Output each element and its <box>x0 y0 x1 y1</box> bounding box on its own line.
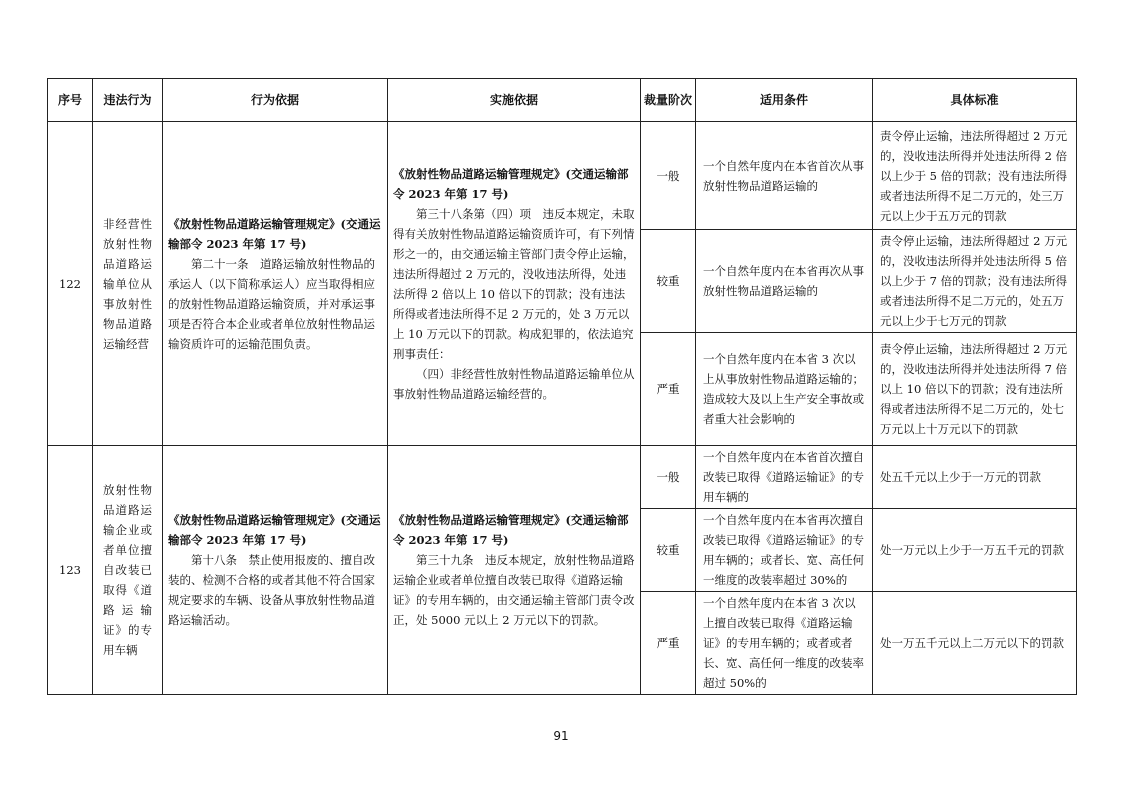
level-cell: 较重 <box>641 230 696 333</box>
level-cell: 较重 <box>641 509 696 592</box>
impl-regulation-title: 《放射性物品道路运输管理规定》(交通运输部令 2023 年第 17 号) <box>393 166 629 201</box>
basis-regulation-title: 《放射性物品道路运输管理规定》(交通运输部令 2023 年第 17 号) <box>168 513 381 547</box>
serial-number-cell: 122 <box>48 122 93 446</box>
standard-cell: 责令停止运输，违法所得超过 2 万元的，没收违法所得并处违法所得 2 倍以上少于 5 倍的罚款；没有违法所得或者违法所得不足二万元的，处三万元以上少于五万元的罚款 <box>873 122 1077 230</box>
penalty-standards-table <box>47 78 1077 695</box>
header-violation: 违法行为 <box>93 79 163 122</box>
condition-cell: 一个自然年度内在本省再次擅自改装已取得《道路运输证》的专用车辆的；或者长、宽、高任何一维度的改装率超过 30%的 <box>696 509 873 592</box>
standard-cell: 处一万元以上少于一万五千元的罚款 <box>873 509 1077 592</box>
implementation-basis-cell <box>388 122 641 446</box>
level-cell: 严重 <box>641 592 696 695</box>
header-implementation-basis: 实施依据 <box>388 79 641 122</box>
impl-article-item: （四）非经营性放射性物品道路运输单位从事放射性物品道路运输经营的。 <box>393 366 635 401</box>
standard-cell: 处五千元以上少于一万元的罚款 <box>873 446 1077 509</box>
header-discretion-level: 裁量阶次 <box>641 79 696 122</box>
behavior-basis-cell <box>163 122 388 446</box>
standard-cell: 责令停止运输，违法所得超过 2 万元的，没收违法所得并处违法所得 7 倍以上 10 倍以下的罚款；没有违法所得或者违法所得不足二万元的，处七万元以上十万元以下的罚款 <box>873 333 1077 446</box>
condition-cell: 一个自然年度内在本省首次擅自改装已取得《道路运输证》的专用车辆的 <box>696 446 873 509</box>
impl-article-text: 第三十八条第（四）项 违反本规定，未取得有关放射性物品道路运输资质许可，有下列情形之一的，由交通运输主管部门责令停止运输，违法所得超过 2 万元的，没收违法所得，处违法所得 2 倍以上 10 倍以下的罚款；没有违法所得或者违法所得不足 2 万元的，处 3 万元以上 10 万元以下的罚款。构成犯罪的，依法追究刑事责任： <box>393 206 635 361</box>
level-cell: 一般 <box>641 446 696 509</box>
page-number: 91 <box>553 729 569 743</box>
basis-article-text: 第十八条 禁止使用报废的、擅自改装的、检测不合格的或者其他不符合国家规定要求的车辆、设备从事放射性物品道路运输活动。 <box>168 553 375 627</box>
level-cell: 严重 <box>641 333 696 446</box>
table-row <box>48 122 1077 230</box>
table-row <box>48 446 1077 509</box>
basis-article-text: 第二十一条 道路运输放射性物品的承运人（以下简称承运人）应当取得相应的放射性物品道路运输资质，并对承运事项是否符合本企业或者单位放射性物品运输资质许可的运输范围负责。 <box>168 256 375 351</box>
violation-cell: 放射性物品道路运输企业或者单位擅自改装已取得《道路运输证》的专用车辆 <box>93 446 163 695</box>
condition-cell: 一个自然年度内在本省首次从事放射性物品道路运输的 <box>696 122 873 230</box>
implementation-basis-cell <box>388 446 641 695</box>
condition-cell: 一个自然年度内在本省再次从事放射性物品道路运输的 <box>696 230 873 333</box>
level-cell: 一般 <box>641 122 696 230</box>
header-applicable-condition: 适用条件 <box>696 79 873 122</box>
impl-regulation-title: 《放射性物品道路运输管理规定》(交通运输部令 2023 年第 17 号) <box>393 513 629 547</box>
condition-cell: 一个自然年度内在本省 3 次以上从事放射性物品道路运输的；造成较大及以上生产安全事故或者重大社会影响的 <box>696 333 873 446</box>
standard-cell: 处一万五千元以上二万元以下的罚款 <box>873 592 1077 695</box>
header-behavior-basis: 行为依据 <box>163 79 388 122</box>
violation-cell: 非经营性放射性物品道路运输单位从事放射性物品道路运输经营 <box>93 122 163 446</box>
table-header-row <box>48 79 1077 122</box>
serial-number-cell: 123 <box>48 446 93 695</box>
basis-regulation-title: 《放射性物品道路运输管理规定》(交通运输部令 2023 年第 17 号) <box>168 216 381 251</box>
impl-article-text: 第三十九条 违反本规定，放射性物品道路运输企业或者单位擅自改装已取得《道路运输证》的专用车辆的，由交通运输主管部门责令改正，处 5000 元以上 2 万元以下的罚款。 <box>393 553 635 627</box>
header-serial-number: 序号 <box>48 79 93 122</box>
standard-cell: 责令停止运输，违法所得超过 2 万元的，没收违法所得并处违法所得 5 倍以上少于 7 倍的罚款；没有违法所得或者违法所得不足二万元的，处五万元以上少于七万元的罚款 <box>873 230 1077 333</box>
condition-cell: 一个自然年度内在本省 3 次以上擅自改装已取得《道路运输证》的专用车辆的；或者或者长、宽、高任何一维度的改装率超过 50%的 <box>696 592 873 695</box>
behavior-basis-cell <box>163 446 388 695</box>
header-specific-standard: 具体标准 <box>873 79 1077 122</box>
